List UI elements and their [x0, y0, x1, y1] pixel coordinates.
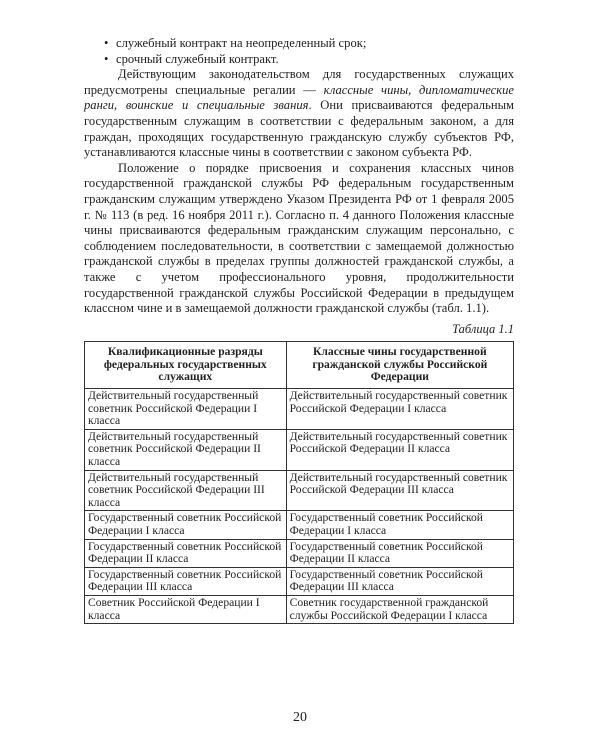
bullet-text: служебный контракт на неопределенный срок;	[116, 36, 367, 50]
table-cell: Действительный государственный советник Российской Федерации III класса	[286, 470, 513, 511]
table-cell: Советник Российской Федерации I класса	[85, 595, 287, 623]
table-header-row	[85, 342, 514, 389]
bullet-text: срочный служебный контракт.	[116, 51, 279, 66]
page-number: 20	[293, 710, 307, 725]
table-cell: Действительный государственный советник Российской Федерации III класса	[85, 470, 287, 511]
paragraph-class-ranks: Положение о порядке присвоения и сохранения классных чинов государственной гражданской службы РФ федеральным государственным гражданским служащим утверждено Указом Президента РФ от 1 февраля 2005 г. № 113 (в ред. 16 ноября 2011 г.). Согласно п. 4 данного Положения классные чины присваиваются федеральным гражданским служащим персонально, с соблюдением последовательности, в соответствии с замещаемой должностью гражданской службы в пределах группы должностей гражданской службы, а также с учетом профессионального уровня, продолжительности государственной гражданской службы Российской Федерации в предыдущем классном чине и в замещаемой должности гражданской службы (табл. 1.1).	[84, 160, 514, 316]
paragraph-text: Действующим законодательством для государственных служащих предусмотрены специальные регалии —	[84, 67, 514, 97]
table-cell: Действительный государственный советник Российской Федерации II класса	[85, 429, 287, 470]
table-cell: Государственный советник Российской Федерации II класса	[286, 539, 513, 567]
paragraph-text: . Они присваиваются федеральным государственным служащим в соответствии с федеральным законом, а для граждан, проходящих государственную гражданскую службу субъектов РФ, устанавливаются классные чины в соответствии с законом субъекта РФ.	[84, 98, 515, 160]
table-row	[85, 567, 514, 595]
table-caption: Таблица 1.1	[452, 321, 514, 336]
table-cell: Государственный советник Российской Федерации I класса	[85, 511, 287, 539]
table-cell: Действительный государственный советник Российской Федерации I класса	[85, 389, 287, 430]
bullet-item	[84, 52, 514, 68]
table-row	[85, 389, 514, 430]
paragraph-regalia	[84, 67, 514, 161]
table-row	[85, 511, 514, 539]
table-cell: Государственный советник Российской Федерации III класса	[85, 567, 287, 595]
ranks-table	[84, 341, 514, 624]
body-text	[84, 36, 514, 624]
table-cell: Действительный государственный советник Российской Федерации II класса	[286, 429, 513, 470]
table-row	[85, 470, 514, 511]
table-row	[85, 429, 514, 470]
table-cell: Государственный советник Российской Федерации I класса	[286, 511, 513, 539]
table-cell: Советник государственной гражданской службы Российской Федерации I класса	[286, 595, 513, 623]
bullet-item	[84, 36, 514, 52]
bullet-icon: •	[104, 36, 109, 50]
table-row	[85, 539, 514, 567]
column-header: Квалификационные разряды федеральных государственных служащих	[85, 342, 287, 389]
column-header: Классные чины государственной гражданской службы Российской Федерации	[286, 342, 513, 389]
table-cell: Государственный советник Российской Федерации III класса	[286, 567, 513, 595]
regalia-list: классные чины, дипломатические ранги, воинские и специальные звания	[84, 82, 514, 113]
table-cell: Государственный советник Российской Федерации II класса	[85, 539, 287, 567]
table-row	[85, 595, 514, 623]
table-cell: Действительный государственный советник Российской Федерации I класса	[286, 389, 513, 430]
bullet-icon: •	[104, 51, 109, 66]
